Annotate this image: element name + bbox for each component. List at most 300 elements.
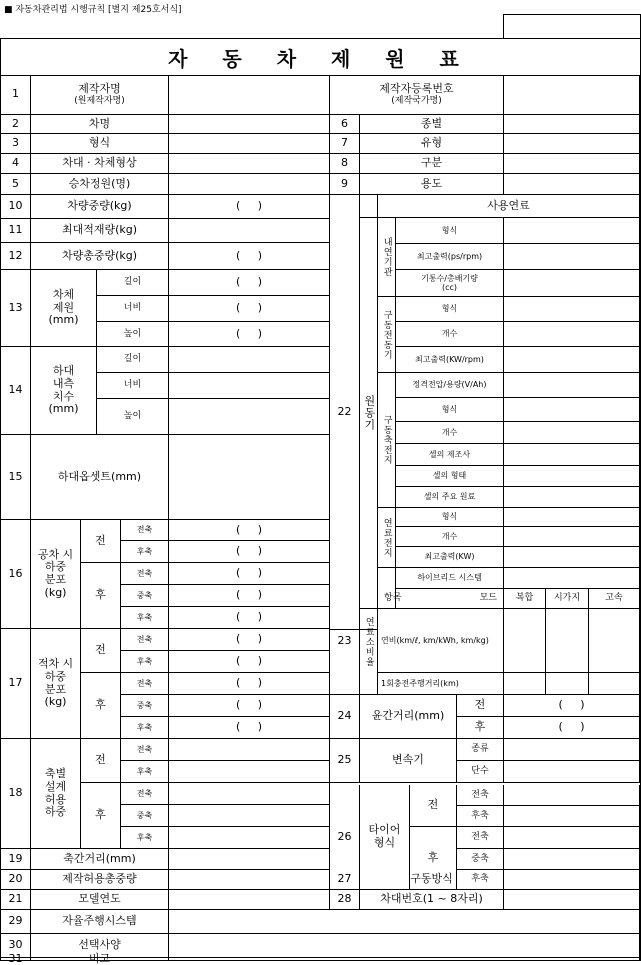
battery-item-label-text: 개수 bbox=[441, 427, 458, 437]
axle-label bbox=[121, 607, 169, 629]
row-number-text: 7 bbox=[341, 136, 348, 150]
dim-length-value[interactable] bbox=[169, 270, 330, 296]
tire-axle-value[interactable] bbox=[504, 806, 640, 827]
row-number bbox=[330, 785, 360, 890]
battery-item-label bbox=[396, 422, 504, 444]
trans-kind-label-text: 종류 bbox=[471, 744, 489, 755]
row-number-text: 21 bbox=[8, 892, 23, 906]
battery-item-label-text: 셀의 제조사 bbox=[428, 449, 471, 459]
trans-count-value[interactable] bbox=[504, 761, 640, 783]
row-number bbox=[330, 195, 360, 630]
axle-load-value[interactable] bbox=[169, 827, 330, 849]
axle-label-text: 후축 bbox=[136, 656, 153, 666]
axle-label-text: 전축 bbox=[136, 525, 153, 535]
row-number bbox=[1, 435, 31, 520]
field-value[interactable] bbox=[169, 934, 640, 958]
tread-rear-value[interactable] bbox=[504, 717, 640, 739]
tire-axle-label bbox=[457, 827, 504, 849]
cargo-offset-value[interactable] bbox=[169, 435, 330, 520]
fuelcell-item-label-text: 최고출력(KW) bbox=[424, 552, 475, 562]
row-number-text: 3 bbox=[12, 136, 19, 150]
battery-item-value[interactable] bbox=[504, 422, 640, 444]
tread-front-value[interactable] bbox=[504, 695, 640, 717]
ice-group-label bbox=[378, 218, 396, 297]
field-label-text: 자율주행시스템 bbox=[62, 914, 137, 928]
row-number bbox=[330, 589, 360, 695]
motor-item-label bbox=[396, 347, 504, 373]
motor-group-label bbox=[378, 297, 396, 373]
tire-axle-value[interactable] bbox=[504, 785, 640, 806]
axle-label-text: 전축 bbox=[136, 744, 153, 754]
unit-parenthesis: ( ) bbox=[235, 301, 263, 315]
trans-count-label-text: 단수 bbox=[471, 766, 489, 777]
axle-load-value[interactable] bbox=[169, 761, 330, 783]
fuel-eff-col-text: 시가지 bbox=[553, 593, 581, 604]
field-label-text: 차량중량(kg) bbox=[67, 199, 132, 213]
row-number bbox=[1, 890, 31, 910]
axle-load-value[interactable] bbox=[169, 607, 330, 629]
axle-label-text: 중축 bbox=[136, 810, 153, 820]
row-number bbox=[1, 115, 31, 134]
field-label-text: 차대 · 차체형상 bbox=[62, 156, 137, 170]
field-label bbox=[360, 174, 504, 195]
load-dist-label-text: 축별 설계 허용 하중 bbox=[44, 767, 67, 819]
maker-reg-label bbox=[330, 75, 504, 115]
tire-label bbox=[360, 785, 410, 890]
row-number bbox=[1, 134, 31, 154]
cargo-height-value[interactable] bbox=[169, 399, 330, 435]
row-number bbox=[1, 219, 31, 243]
front-label-text: 전 bbox=[95, 643, 106, 657]
fuelcell-item-label bbox=[396, 508, 504, 527]
fuel-eff-header bbox=[378, 589, 504, 609]
transmission-label bbox=[360, 739, 457, 783]
row-number bbox=[330, 695, 360, 739]
fuel-eff-mode: 모드 bbox=[479, 593, 497, 604]
cargo-width-value[interactable] bbox=[169, 373, 330, 399]
row-number bbox=[1, 154, 31, 174]
dim-width-label-text: 너비 bbox=[123, 303, 142, 314]
axle-label bbox=[121, 629, 169, 651]
row-number-text: 15 bbox=[8, 469, 23, 483]
field-label bbox=[31, 910, 169, 934]
motor-item-value[interactable] bbox=[504, 322, 640, 347]
tire-axle-label bbox=[457, 870, 504, 890]
ice-group-label-text: 내연기관 bbox=[381, 237, 392, 277]
motor-item-label-text: 개수 bbox=[441, 329, 458, 339]
motor-item-label bbox=[396, 322, 504, 347]
field-label-text: 선택사양 bbox=[78, 938, 121, 952]
row-number-text: 24 bbox=[337, 709, 352, 723]
field-value[interactable] bbox=[169, 849, 330, 870]
row-number bbox=[1, 174, 31, 195]
load-dist-label-text: 공차 시 하중 분포 (kg) bbox=[37, 547, 74, 599]
cargo-length-label-text: 길이 bbox=[123, 354, 142, 365]
fuel-eff-row-label bbox=[378, 673, 504, 695]
battery-item-value[interactable] bbox=[504, 466, 640, 487]
row-number bbox=[330, 115, 360, 134]
field-value[interactable] bbox=[169, 134, 330, 154]
row-number-text: 6 bbox=[341, 116, 348, 130]
tire-label-text: 타이어 형식 bbox=[368, 823, 401, 849]
rear-label bbox=[81, 783, 121, 849]
transmission-label-text: 변속기 bbox=[392, 753, 424, 767]
row-number-text: 19 bbox=[8, 851, 23, 865]
row-number-text: 22 bbox=[337, 404, 352, 418]
row-number-text: 10 bbox=[8, 199, 23, 213]
axle-label-text: 후축 bbox=[136, 612, 153, 622]
field-label-text: 차량총중량(kg) bbox=[61, 248, 138, 262]
rear-label-text: 후 bbox=[95, 698, 106, 712]
battery-item-label bbox=[396, 373, 504, 398]
axle-load-value[interactable] bbox=[169, 541, 330, 563]
axle-label bbox=[121, 827, 169, 849]
motor-item-value[interactable] bbox=[504, 347, 640, 373]
ice-item-label-text: 기통수/총배기량 (cc) bbox=[421, 273, 478, 292]
unit-parenthesis: ( ) bbox=[558, 698, 585, 712]
unit-parenthesis: ( ) bbox=[235, 248, 263, 262]
field-label-text: 구분 bbox=[420, 156, 443, 170]
form-reference: ■ 자동차관리법 시행규칙 [별지 제25호서식] bbox=[4, 5, 182, 15]
unit-parenthesis: ( ) bbox=[235, 698, 263, 712]
field-label-text: 차대번호(1 ~ 8자리) bbox=[380, 892, 483, 906]
battery-item-label-text: 셀의 형태 bbox=[432, 471, 467, 481]
field-label bbox=[360, 134, 504, 154]
row-number bbox=[330, 890, 360, 910]
maker-name-value[interactable] bbox=[169, 75, 330, 115]
load-dist-label bbox=[31, 629, 81, 739]
fuel-eff-row-label-text: 연비(km/ℓ, km/kWh, km/kg) bbox=[381, 635, 489, 645]
tire-axle-label-text: 후축 bbox=[471, 874, 489, 885]
motor-item-label bbox=[396, 297, 504, 322]
axle-label-text: 전축 bbox=[136, 788, 153, 798]
tire-axle-label-text: 후축 bbox=[471, 810, 489, 821]
field-value[interactable] bbox=[504, 154, 640, 174]
tire-axle-value[interactable] bbox=[504, 827, 640, 849]
field-value[interactable] bbox=[504, 134, 640, 154]
battery-item-label bbox=[396, 466, 504, 487]
unit-parenthesis: ( ) bbox=[235, 326, 263, 340]
axle-load-value[interactable] bbox=[169, 520, 330, 541]
ice-item-value[interactable] bbox=[504, 270, 640, 297]
tread-rear-label bbox=[457, 717, 504, 739]
fuel-eff-value[interactable] bbox=[504, 609, 546, 673]
unit-parenthesis: ( ) bbox=[235, 720, 263, 734]
field-label-text: 용도 bbox=[420, 176, 443, 190]
ice-item-label bbox=[396, 270, 504, 297]
axle-label-text: 후축 bbox=[136, 766, 153, 776]
field-value[interactable] bbox=[169, 870, 330, 890]
fuel-eff-value[interactable] bbox=[546, 673, 589, 695]
field-value[interactable] bbox=[169, 219, 330, 243]
fuel-eff-item: 항목 bbox=[384, 593, 402, 604]
axle-load-value[interactable] bbox=[169, 805, 330, 827]
fuelcell-item-label-text: 개수 bbox=[441, 531, 458, 541]
fuel-eff-label bbox=[360, 589, 378, 695]
fuel-eff-value[interactable] bbox=[589, 609, 640, 673]
battery-item-label-text: 형식 bbox=[441, 404, 458, 414]
battery-item-value[interactable] bbox=[504, 487, 640, 508]
field-label-text: 모델연도 bbox=[78, 892, 121, 906]
front-label bbox=[81, 739, 121, 783]
field-label bbox=[31, 243, 169, 270]
field-value[interactable] bbox=[169, 154, 330, 174]
row-number-text: 17 bbox=[8, 676, 23, 690]
dim-width-label bbox=[97, 296, 169, 322]
battery-item-label-text: 정격전압/용량(V/Ah) bbox=[412, 380, 487, 390]
field-label-text: 비고 bbox=[88, 951, 111, 965]
axle-load-value[interactable] bbox=[169, 585, 330, 607]
fuelcell-item-value[interactable] bbox=[504, 527, 640, 547]
field-label bbox=[31, 195, 169, 219]
unit-parenthesis: ( ) bbox=[558, 720, 585, 734]
axle-label bbox=[121, 717, 169, 739]
dim-height-value[interactable] bbox=[169, 322, 330, 347]
trans-count-label bbox=[457, 761, 504, 783]
tire-rear-label bbox=[410, 827, 457, 890]
page-title: 자 동 차 제 원 표 bbox=[1, 39, 640, 76]
fuelcell-item-label bbox=[396, 527, 504, 547]
row-number-text: 26 bbox=[337, 829, 352, 843]
row-number-text: 11 bbox=[8, 223, 23, 237]
field-label bbox=[31, 890, 169, 910]
field-label bbox=[31, 219, 169, 243]
axle-label-text: 후축 bbox=[136, 832, 153, 842]
fuel-eff-row-label bbox=[378, 609, 504, 673]
front-label-text: 전 bbox=[95, 533, 106, 547]
row-number bbox=[330, 154, 360, 174]
field-value[interactable] bbox=[169, 115, 330, 134]
maker-name-label-sub: (원제작자명) bbox=[74, 95, 125, 106]
maker-name-label bbox=[31, 75, 169, 115]
fuelcell-item-value[interactable] bbox=[504, 508, 640, 527]
tire-axle-label-text: 전축 bbox=[471, 832, 489, 843]
field-label bbox=[31, 115, 169, 134]
row-number bbox=[330, 134, 360, 154]
battery-item-label-text: 셀의 주요 원료 bbox=[423, 492, 476, 502]
axle-label bbox=[121, 695, 169, 717]
axle-load-value[interactable] bbox=[169, 695, 330, 717]
axle-label bbox=[121, 673, 169, 695]
axle-label-text: 후축 bbox=[136, 722, 153, 732]
unit-parenthesis: ( ) bbox=[235, 676, 263, 690]
body-dims-label bbox=[31, 270, 97, 347]
axle-label bbox=[121, 585, 169, 607]
rear-label-text: 후 bbox=[95, 808, 106, 822]
field-value[interactable] bbox=[169, 910, 640, 934]
receipt-box bbox=[503, 14, 641, 39]
field-label-text: 종별 bbox=[420, 116, 443, 130]
axle-load-value[interactable] bbox=[169, 563, 330, 585]
cargo-length-value[interactable] bbox=[169, 347, 330, 373]
row-number bbox=[1, 520, 31, 629]
ice-item-label-text: 형식 bbox=[441, 225, 458, 235]
tread-label bbox=[360, 695, 457, 739]
unit-parenthesis: ( ) bbox=[235, 522, 263, 536]
field-label-text: 축간거리(mm) bbox=[63, 851, 136, 865]
field-value[interactable] bbox=[504, 174, 640, 195]
tire-axle-value[interactable] bbox=[504, 870, 640, 890]
fuel-eff-value[interactable] bbox=[546, 609, 589, 673]
cargo-dims-label bbox=[31, 347, 97, 435]
trans-kind-value[interactable] bbox=[504, 739, 640, 761]
axle-label-text: 전축 bbox=[136, 568, 153, 578]
battery-item-value[interactable] bbox=[504, 373, 640, 398]
cargo-length-label bbox=[97, 347, 169, 373]
fuel-type-label bbox=[378, 195, 640, 218]
battery-item-label bbox=[396, 487, 504, 508]
unit-parenthesis: ( ) bbox=[235, 544, 263, 558]
battery-item-value[interactable] bbox=[504, 398, 640, 422]
rear-label bbox=[81, 673, 121, 739]
field-label-text: 차명 bbox=[88, 116, 111, 130]
dim-height-label-text: 높이 bbox=[123, 328, 142, 339]
row-number-text: 12 bbox=[8, 248, 23, 262]
battery-item-label bbox=[396, 398, 504, 422]
row-number bbox=[330, 739, 360, 783]
fuel-eff-label-text: 연료소비율 bbox=[363, 616, 374, 667]
cargo-dims-label-text: 하대 내측 치수 (mm) bbox=[48, 364, 79, 416]
row-number-text: 2 bbox=[12, 116, 19, 130]
front-label bbox=[81, 520, 121, 563]
field-label bbox=[360, 154, 504, 174]
maker-name-label-text: 제작자명 bbox=[78, 82, 121, 95]
field-label bbox=[360, 890, 504, 910]
axle-load-value[interactable] bbox=[169, 629, 330, 651]
load-dist-label bbox=[31, 520, 81, 629]
row-number-text: 13 bbox=[8, 300, 23, 314]
fuel-eff-value[interactable] bbox=[504, 673, 546, 695]
row-number bbox=[1, 951, 31, 965]
field-label bbox=[360, 115, 504, 134]
field-value[interactable] bbox=[169, 958, 640, 961]
fuelcell-group-label-text: 연료전지 bbox=[381, 517, 392, 558]
load-dist-label-text: 적차 시 하중 분포 (kg) bbox=[37, 657, 74, 709]
row-number bbox=[1, 870, 31, 890]
axle-load-value[interactable] bbox=[169, 673, 330, 695]
battery-group-label-text: 구동축전지 bbox=[381, 415, 392, 465]
unit-parenthesis: ( ) bbox=[235, 632, 263, 646]
row-number-text: 5 bbox=[12, 176, 19, 190]
axle-load-value[interactable] bbox=[169, 651, 330, 673]
axle-label-text: 중축 bbox=[136, 700, 153, 710]
row-number-text: 25 bbox=[337, 753, 352, 767]
row-number bbox=[1, 629, 31, 739]
rear-label-text: 후 bbox=[95, 588, 106, 602]
front-label-text: 전 bbox=[95, 753, 106, 767]
field-label-text: 형식 bbox=[88, 136, 111, 150]
tread-label-text: 윤간거리(mm) bbox=[371, 709, 445, 723]
cargo-width-label bbox=[97, 373, 169, 399]
fuelcell-item-label-text: 형식 bbox=[441, 512, 458, 522]
row-number-text: 9 bbox=[341, 176, 348, 190]
battery-item-value[interactable] bbox=[504, 444, 640, 466]
unit-parenthesis: ( ) bbox=[235, 610, 263, 624]
row-number bbox=[1, 243, 31, 270]
axle-label bbox=[121, 520, 169, 541]
tread-front-label-text: 전 bbox=[474, 698, 486, 712]
fuelcell-item-value[interactable] bbox=[504, 547, 640, 568]
tread-front-label bbox=[457, 695, 504, 717]
field-value[interactable] bbox=[169, 243, 330, 270]
fuel-eff-value[interactable] bbox=[589, 673, 640, 695]
fuelcell-group-label bbox=[378, 508, 396, 568]
maker-reg-value[interactable] bbox=[504, 75, 640, 115]
dim-height-label bbox=[97, 322, 169, 347]
ice-item-value[interactable] bbox=[504, 244, 640, 270]
field-value[interactable] bbox=[504, 890, 640, 910]
row-number bbox=[1, 739, 31, 849]
row-number-text: 27 bbox=[337, 872, 352, 886]
cargo-height-label-text: 높이 bbox=[123, 411, 142, 422]
cargo-offset-label-text: 하대옵셋트(mm) bbox=[57, 469, 142, 483]
dim-width-value[interactable] bbox=[169, 296, 330, 322]
fuelcell-item-label bbox=[396, 547, 504, 568]
row-number bbox=[1, 910, 31, 934]
fuel-eff-col bbox=[546, 589, 589, 609]
row-number bbox=[1, 270, 31, 347]
ice-item-value[interactable] bbox=[504, 218, 640, 244]
row-number-text: 29 bbox=[8, 914, 23, 928]
hybrid-value[interactable] bbox=[504, 568, 640, 589]
field-label bbox=[31, 870, 169, 890]
axle-label bbox=[121, 563, 169, 585]
row-number-text: 4 bbox=[12, 156, 19, 170]
maker-reg-label-sub: (제작국가명) bbox=[391, 95, 442, 106]
tread-rear-label-text: 후 bbox=[474, 720, 486, 734]
hybrid-label bbox=[396, 568, 504, 589]
front-label bbox=[81, 629, 121, 673]
row-number-text: 16 bbox=[8, 566, 23, 580]
unit-parenthesis: ( ) bbox=[235, 588, 263, 602]
fuel-eff-col-text: 고속 bbox=[605, 593, 623, 604]
field-label bbox=[31, 849, 169, 870]
tire-axle-value[interactable] bbox=[504, 849, 640, 870]
rear-label bbox=[81, 563, 121, 629]
row-number-text: 8 bbox=[341, 156, 348, 170]
battery-group-label bbox=[378, 373, 396, 508]
motor-item-label-text: 형식 bbox=[441, 304, 458, 314]
axle-label-text: 전축 bbox=[136, 678, 153, 688]
axle-load-value[interactable] bbox=[169, 739, 330, 761]
fuel-eff-col-text: 복합 bbox=[515, 593, 534, 604]
engine-label bbox=[360, 218, 378, 609]
row-number-text: 28 bbox=[337, 892, 352, 906]
field-value[interactable] bbox=[169, 195, 330, 219]
axle-label-text: 후축 bbox=[136, 546, 153, 556]
unit-parenthesis: ( ) bbox=[235, 654, 263, 668]
row-number-text: 23 bbox=[337, 634, 352, 648]
fuel-eff-col bbox=[589, 589, 640, 609]
row-number-text: 30 bbox=[8, 938, 23, 952]
tire-front-label bbox=[410, 785, 457, 827]
body-dims-label-text: 차체 제원 (mm) bbox=[48, 288, 79, 327]
trans-kind-label bbox=[457, 739, 504, 761]
field-value[interactable] bbox=[504, 115, 640, 134]
motor-item-value[interactable] bbox=[504, 297, 640, 322]
row-number-text: 1 bbox=[12, 87, 19, 101]
tire-axle-label-text: 전축 bbox=[471, 789, 489, 800]
fuel-type-label-text: 사용연료 bbox=[487, 198, 530, 212]
axle-label bbox=[121, 783, 169, 805]
unit-parenthesis: ( ) bbox=[235, 566, 263, 580]
field-value[interactable] bbox=[169, 174, 330, 195]
field-value[interactable] bbox=[169, 890, 330, 910]
axle-load-value[interactable] bbox=[169, 783, 330, 805]
axle-label bbox=[121, 761, 169, 783]
axle-load-value[interactable] bbox=[169, 717, 330, 739]
row-number-text: 18 bbox=[8, 786, 23, 800]
